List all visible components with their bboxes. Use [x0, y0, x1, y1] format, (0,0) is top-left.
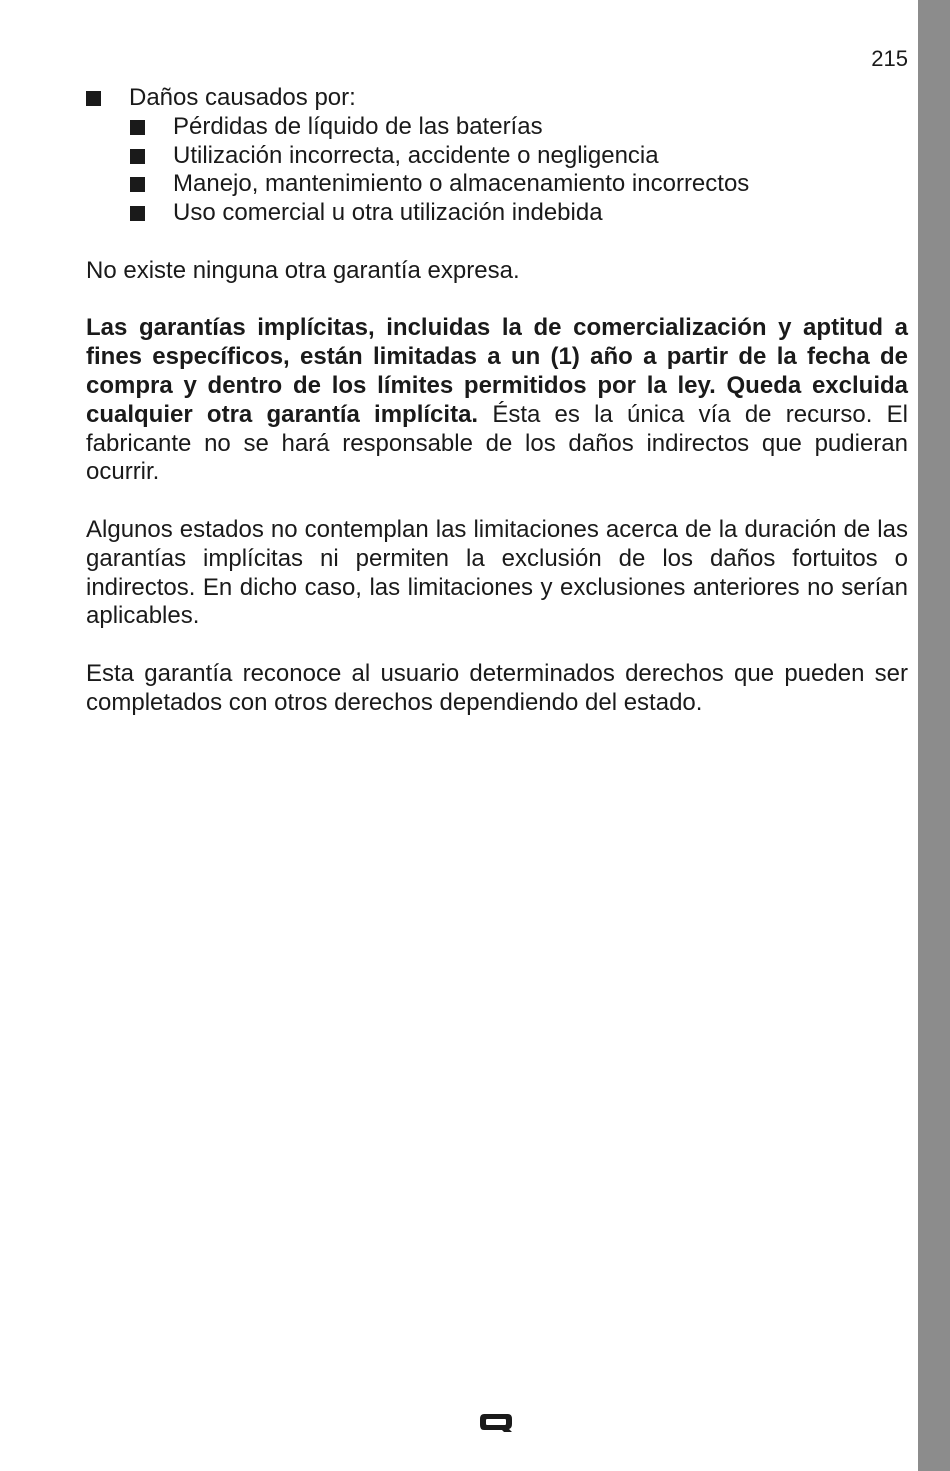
- square-bullet-icon: [130, 206, 145, 221]
- brand-logo-icon: [478, 1411, 514, 1433]
- square-bullet-icon: [130, 149, 145, 164]
- list-item: [130, 170, 908, 199]
- damage-sublist: [86, 113, 908, 228]
- paragraph-state-limitations: Algunos estados no contemplan las limitaciones acerca de la duración de las garantías implícitas ni permiten la exclusión de los daños fortuitos o indirectos. En dicho caso, las limitaciones y exclusiones anteriores no serían aplicables.: [86, 515, 908, 630]
- list-item-text: Utilización incorrecta, accidente o negligencia: [173, 141, 659, 169]
- damage-list: [86, 84, 908, 228]
- page-number: 215: [871, 46, 908, 71]
- square-bullet-icon: [130, 177, 145, 192]
- list-item: [130, 199, 908, 228]
- paragraph-implied-warranties: [86, 314, 908, 487]
- list-item-text: Uso comercial u otra utilización indebida: [173, 199, 603, 227]
- paragraph-no-other-warranty: No existe ninguna otra garantía expresa.: [86, 256, 520, 284]
- square-bullet-icon: [130, 120, 145, 135]
- paragraph-user-rights: Esta garantía reconoce al usuario determinados derechos que pueden ser completados con otros derechos dependiendo del estado.: [86, 659, 908, 716]
- list-item: [86, 84, 908, 113]
- square-bullet-icon: [86, 91, 101, 106]
- side-band: [918, 0, 950, 1471]
- list-item-text: Manejo, mantenimiento o almacenamiento incorrectos: [173, 170, 750, 198]
- list-heading: Daños causados por:: [129, 84, 356, 111]
- implied-warranty-bold-text: Las garantías implícitas, incluidas la de comercialización y aptitud a fines específicos, están limitadas a un (1) año a partir de la fecha de compra y dentro de los límites permitidos por la ley. Queda excluida cualquier otra garantía implícita.: [86, 314, 908, 428]
- implied-warranty-text: Ésta es la única vía de recurso. El fabricante no se hará responsable de los daños indirectos que pudieran ocurrir.: [86, 400, 908, 486]
- list-item: [130, 113, 908, 142]
- sublist-container: [86, 113, 908, 228]
- list-item-text: Pérdidas de líquido de las baterías: [173, 112, 543, 140]
- page-content: [86, 84, 908, 718]
- list-item: [130, 142, 908, 171]
